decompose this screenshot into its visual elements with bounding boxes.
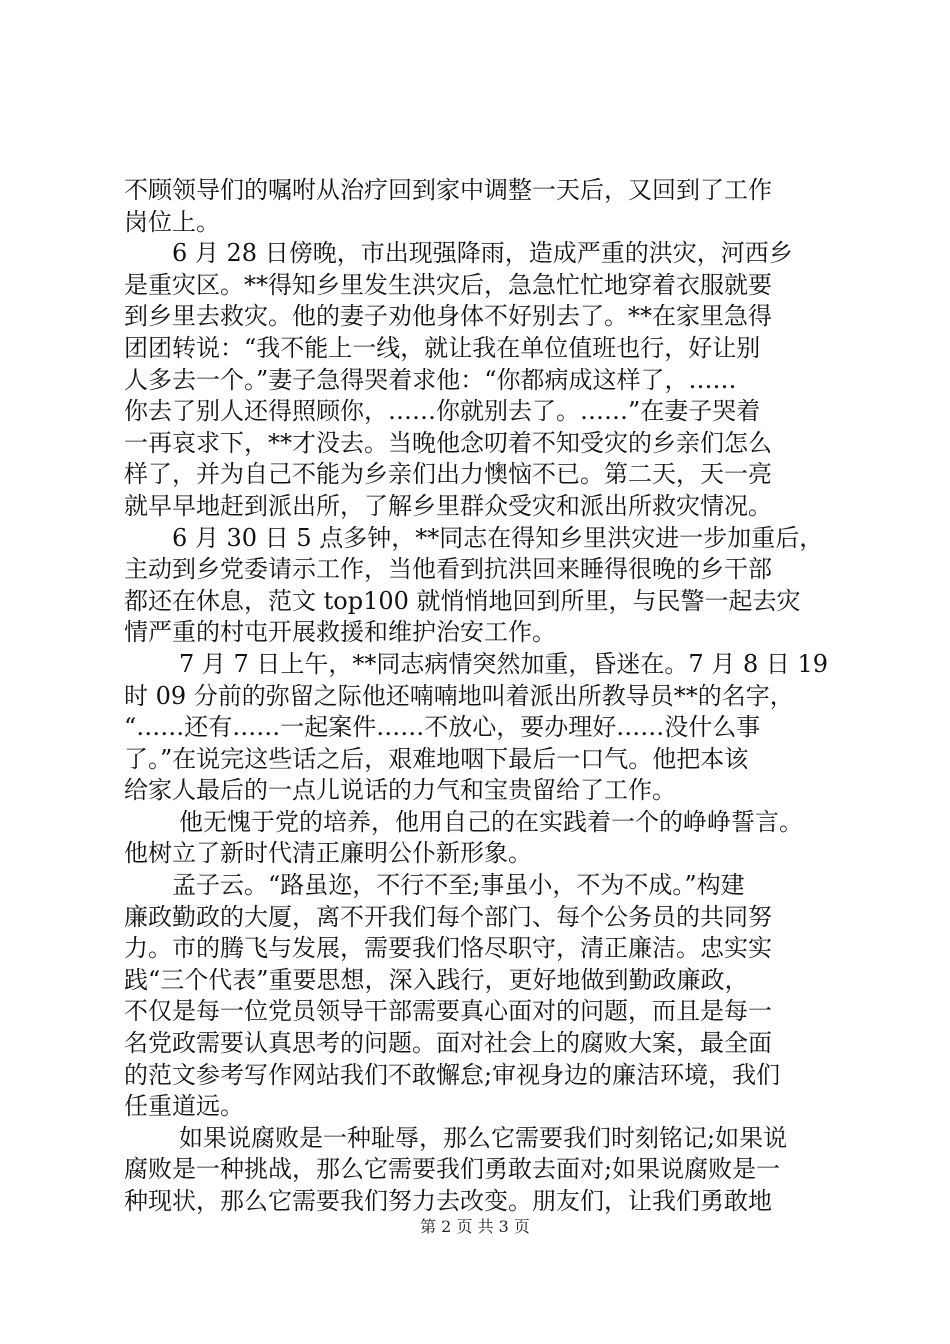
text-line: 岗位上。 xyxy=(124,207,220,236)
text-line: 名党政需要认真思考的问题。面对社会上的腐败大案，最全面 xyxy=(124,1029,772,1058)
text-line: 的范文参考写作网站我们不敢懈怠;审视身边的廉洁环境，我们 xyxy=(124,1060,781,1089)
text-line: 一再哀求下，**才没去。当晚他念叨着不知受灾的乡亲们怎么 xyxy=(124,428,772,457)
text-line: 任重道远。 xyxy=(124,1092,244,1121)
text-line: 都还在休息，范文 top100 就悄悄地回到所里，与民警一起去灾 xyxy=(124,586,801,615)
document-body xyxy=(124,175,832,1218)
paragraph-start-line: 他无愧于党的培养，他用自己的在实践着一个的峥峥誓言。 xyxy=(179,807,803,836)
paragraph-start-line: 7 月 7 日上午，**同志病情突然加重，昏迷在。7 月 8 日 19 xyxy=(179,649,829,678)
text-line: 了。”在说完这些话之后，艰难地咽下最后一口气。他把本该 xyxy=(124,744,749,773)
text-line: 到乡里去救灾。他的妻子劝他身体不好别去了。**在家里急得 xyxy=(124,302,772,331)
text-line: 人多去一个。”妻子急得哭着求他：“你都病成这样了，…… xyxy=(124,365,737,394)
text-line: 践“三个代表”重要思想，深入践行，更好地做到勤政廉政， xyxy=(124,965,749,994)
text-line: “……还有……一起案件……不放心，要办理好……没什么事 xyxy=(124,713,761,742)
text-line: 种现状，那么它需要我们努力去改变。朋友们，让我们勇敢地 xyxy=(124,1187,772,1215)
text-line: 情严重的村屯开展救援和维护治安工作。 xyxy=(124,618,556,647)
paragraph-start-line: 如果说腐败是一种耻辱，那么它需要我们时刻铭记;如果说 xyxy=(179,1123,788,1152)
text-line: 就早早地赶到派出所，了解乡里群众受灾和派出所救灾情况。 xyxy=(124,491,772,520)
paragraph-start-line: 6 月 28 日傍晚，市出现强降雨，造成严重的洪灾，河西乡 xyxy=(172,239,793,268)
text-line: 不顾领导们的嘱咐从治疗回到家中调整一天后，又回到了工作 xyxy=(124,176,772,204)
text-line: 你去了别人还得照顾你，……你就别去了。……”在妻子哭着 xyxy=(124,397,761,426)
text-line: 时 09 分前的弥留之际他还喃喃地叫着派出所教导员**的名字， xyxy=(124,681,794,710)
paragraph-start-line: 孟子云。“路虽迩，不行不至;事虽小，不为不成。”构建 xyxy=(172,871,745,900)
text-line: 廉政勤政的大厦，离不开我们每个部门、每个公务员的共同努 xyxy=(124,902,772,931)
text-line: 样了，并为自己不能为乡亲们出力懊恼不已。第二天，天一亮 xyxy=(124,460,772,489)
paragraph-start-line: 6 月 30 日 5 点多钟，**同志在得知乡里洪灾进一步加重后， xyxy=(172,523,824,552)
text-line: 不仅是每一位党员领导干部需要真心面对的问题，而且是每一 xyxy=(124,997,772,1026)
text-line: 腐败是一种挑战，那么它需要我们勇敢去面对;如果说腐败是一 xyxy=(124,1155,781,1184)
text-line: 团团转说：“我不能上一线，就让我在单位值班也行，好让别 xyxy=(124,333,761,362)
text-line: 主动到乡党委请示工作，当他看到抗洪回来睡得很晚的乡干部 xyxy=(124,555,772,584)
text-line: 他树立了新时代清正廉明公仆新形象。 xyxy=(124,839,532,868)
page-number-footer: 第 2 页 共 3 页 xyxy=(420,1217,530,1236)
text-line: 是重灾区。**得知乡里发生洪灾后，急急忙忙地穿着衣服就要 xyxy=(124,270,772,299)
text-line: 力。市的腾飞与发展，需要我们恪尽职守，清正廉洁。忠实实 xyxy=(124,934,772,963)
text-line: 给家人最后的一点儿说话的力气和宝贵留给了工作。 xyxy=(124,776,676,805)
